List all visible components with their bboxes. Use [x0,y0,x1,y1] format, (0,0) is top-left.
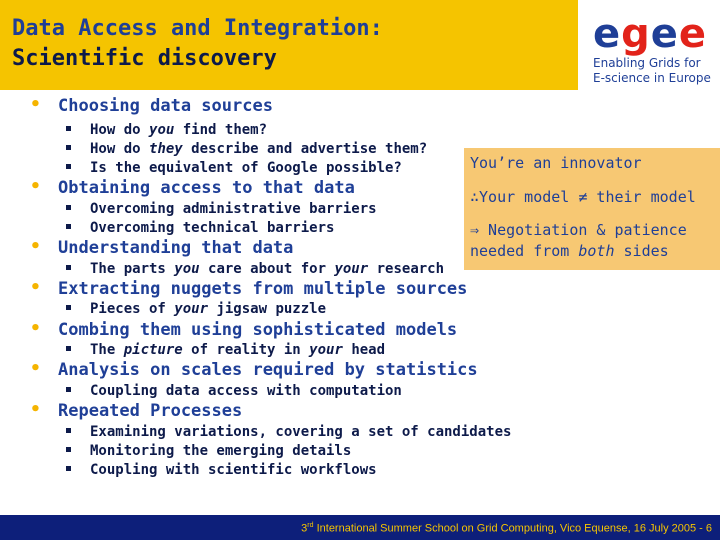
square-bullet-icon [66,387,71,392]
footer-text: 3rd International Summer School on Grid Computing, Vico Equense, 16 July 2005 - 6 [301,522,712,535]
square-bullet-icon [66,428,71,433]
callout-line-4: needed from both sides [470,242,669,260]
callout-line-3: ⇒ Negotiation & patience [470,221,687,239]
square-bullet-icon [66,205,71,210]
title-banner [0,0,578,90]
title-line-2: Scientific discovery [12,46,277,71]
bullet-dot-icon: • [30,236,41,257]
bullet-dot-icon: • [30,277,41,298]
callout-line-2: ∴Your model ≠ their model [470,188,696,206]
egee-logo [585,8,715,88]
square-bullet-icon [66,126,71,131]
square-bullet-icon [66,265,71,270]
logo-tagline: Enabling Grids for E-science in Europe [593,56,711,85]
slide-title [12,14,383,74]
callout-line-1: You’re an innovator [470,154,642,172]
bullet-dot-icon: • [30,399,41,420]
square-bullet-icon [66,145,71,150]
bullet-dot-icon: • [30,358,41,379]
square-bullet-icon [66,224,71,229]
square-bullet-icon [66,447,71,452]
bullet-dot-icon: • [30,176,41,197]
square-bullet-icon [66,466,71,471]
logo-wordmark: egee [593,11,708,57]
square-bullet-icon [66,164,71,169]
title-line-1: Data Access and Integration: [12,16,383,41]
square-bullet-icon [66,305,71,310]
footer-bar [0,515,720,540]
innovator-callout [464,148,720,270]
square-bullet-icon [66,346,71,351]
bullet-dot-icon: • [30,318,41,339]
bullet-dot-icon: • [30,94,41,115]
